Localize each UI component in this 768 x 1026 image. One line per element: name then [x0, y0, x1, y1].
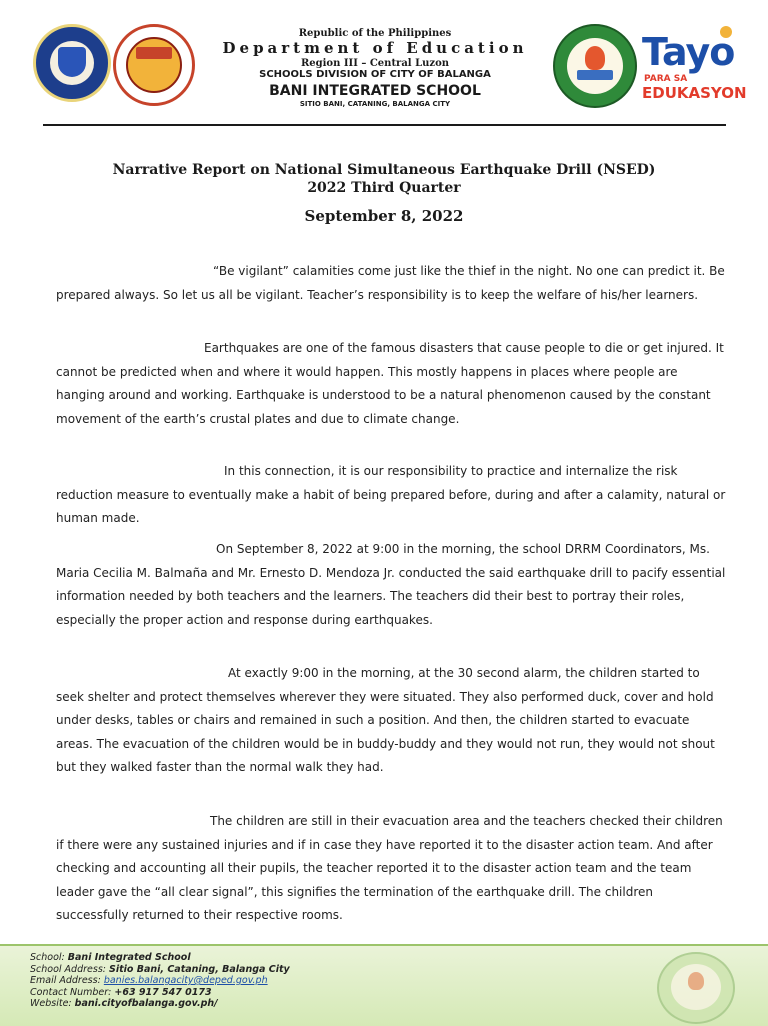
tayo-logo-text: Tayo [642, 30, 735, 74]
deped-kagawaran-seal-logo [33, 24, 111, 102]
letterhead [0, 0, 768, 130]
footer-contact-number: +63 917 547 0173 [114, 986, 212, 998]
footer-contact-info: School: Bani Integrated School School Address: Sitio Bani, Cataning, Balanga City Email Address: banies.balangacity@deped.gov.ph Contact Number: +63 917 547 0173 Website: bani.cityofbalanga.gov.ph/ [30, 952, 290, 1009]
footer-email-link[interactable]: banies.balangacity@deped.gov.ph [103, 975, 268, 986]
division-line: SCHOOLS DIVISION OF CITY OF BALANGA [259, 69, 491, 80]
tayo-logo-subtext: PARA SA [644, 74, 688, 84]
deped-division-seal-logo [113, 24, 195, 106]
tayo-logo-edukasyon: EDUKASYON [642, 84, 747, 102]
bani-integrated-school-seal-logo [553, 24, 637, 108]
footer-contact-band [0, 944, 768, 1026]
paragraph-6: The children are still in their evacuation area and the teachers checked their children if there were any sustained injuries and if in case they have reported it to the disaster action team. And after checking and accounting all their pupils, the teacher reported it to the disaster action team and the team leader gave the “all clear signal”, this signifies the termination of the earthquake drill. The children successfully returned to their respective rooms. [56, 814, 723, 922]
footer-website: bani.cityofbalanga.gov.ph/ [74, 998, 218, 1009]
footer-address: Sitio Bani, Cataning, Balanga City [109, 963, 290, 975]
paragraph-5: At exactly 9:00 in the morning, at the 30 second alarm, the children started to seek shelter and protect themselves wherever they were situated. They also performed duck, cover and hold under desks, tables or chairs and remained in such a position. And then, the children started to evacuate areas. The evacuation of the children would be in buddy-buddy and they would not run, they would not shout but they walked faster than the normal walk they had. [56, 666, 715, 774]
region-line: Region III – Central Luzon [300, 58, 450, 69]
report-date: September 8, 2022 [304, 207, 464, 225]
paragraph-4: On September 8, 2022 at 9:00 in the morning, the school DRRM Coordinators, Ms. Maria Cecilia M. Balmaña and Mr. Ernesto D. Mendoza Jr. conducted the said earthquake drill to pacify essential information needed by both teachers and the learners. The teachers did their best to portray their roles, especially the proper action and response during earthquakes. [56, 542, 726, 627]
department-line: Department of Education [222, 39, 528, 57]
tayo-para-sa-edukasyon-logo [642, 30, 752, 100]
paragraph-1: “Be vigilant” calamities come just like the thief in the night. No one can predict it. Be prepared always. So let us all be vigilant. Teacher’s responsibility is to keep the welfare of his/her learners. [56, 264, 725, 302]
report-title: Narrative Report on National Simultaneous Earthquake Drill (NSED) [112, 162, 656, 178]
report-subtitle: 2022 Third Quarter [307, 180, 461, 196]
footer-school-seal-logo [657, 952, 735, 1024]
school-name: BANI INTEGRATED SCHOOL [269, 83, 481, 99]
republic-line: Republic of the Philippines [298, 28, 452, 39]
paragraph-2: Earthquakes are one of the famous disasters that cause people to die or get injured. It cannot be predicted when and where it would happen. This mostly happens in places where people are hanging around and working. Earthquake is understood to be a natural phenomenon caused by the constant movement of the earth’s crustal plates and due to climate change. [56, 341, 724, 426]
paragraph-3: In this connection, it is our responsibility to practice and internalize the risk reduction measure to eventually make a habit of being prepared before, during and after a calamity, natural or human made. [56, 464, 726, 525]
footer-school: Bani Integrated School [67, 952, 191, 963]
header-divider [43, 124, 726, 126]
school-address-line: SITIO BANI, CATANING, BALANGA CITY [299, 100, 451, 108]
